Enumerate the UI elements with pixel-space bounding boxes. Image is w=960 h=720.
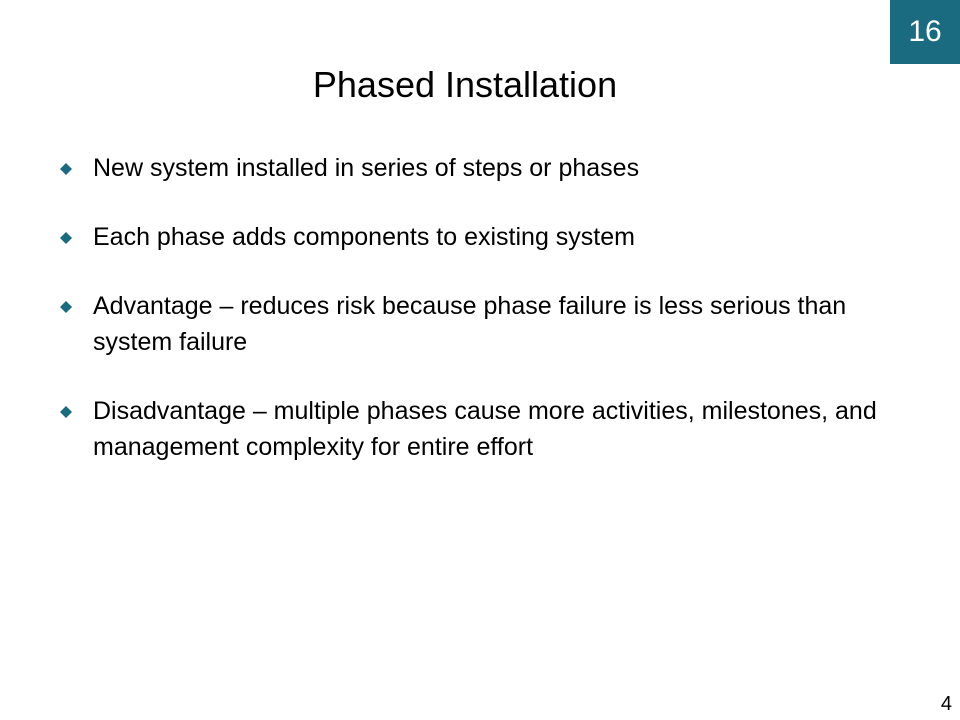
diamond-bullet-icon [60, 406, 72, 418]
slide-title: Phased Installation [312, 64, 618, 105]
bullet-list [60, 150, 890, 498]
diamond-bullet-icon [60, 301, 72, 313]
bullet-item [60, 393, 890, 465]
diamond-bullet-icon [60, 232, 72, 244]
bullet-text: Advantage – reduces risk because phase failure is less serious than system failure [93, 292, 847, 356]
bullet-item [60, 288, 890, 360]
bullet-text: Disadvantage – multiple phases cause more activities, milestones, and management complexity for entire effort [93, 397, 877, 461]
page-number: 4 [940, 693, 952, 715]
bullet-text: New system installed in series of steps or phases [93, 154, 640, 182]
bullet-item [60, 150, 890, 186]
chapter-number-badge: 16 [890, 0, 960, 64]
bullet-item [60, 219, 890, 255]
bullet-text: Each phase adds components to existing system [93, 223, 635, 251]
diamond-bullet-icon [60, 163, 72, 175]
